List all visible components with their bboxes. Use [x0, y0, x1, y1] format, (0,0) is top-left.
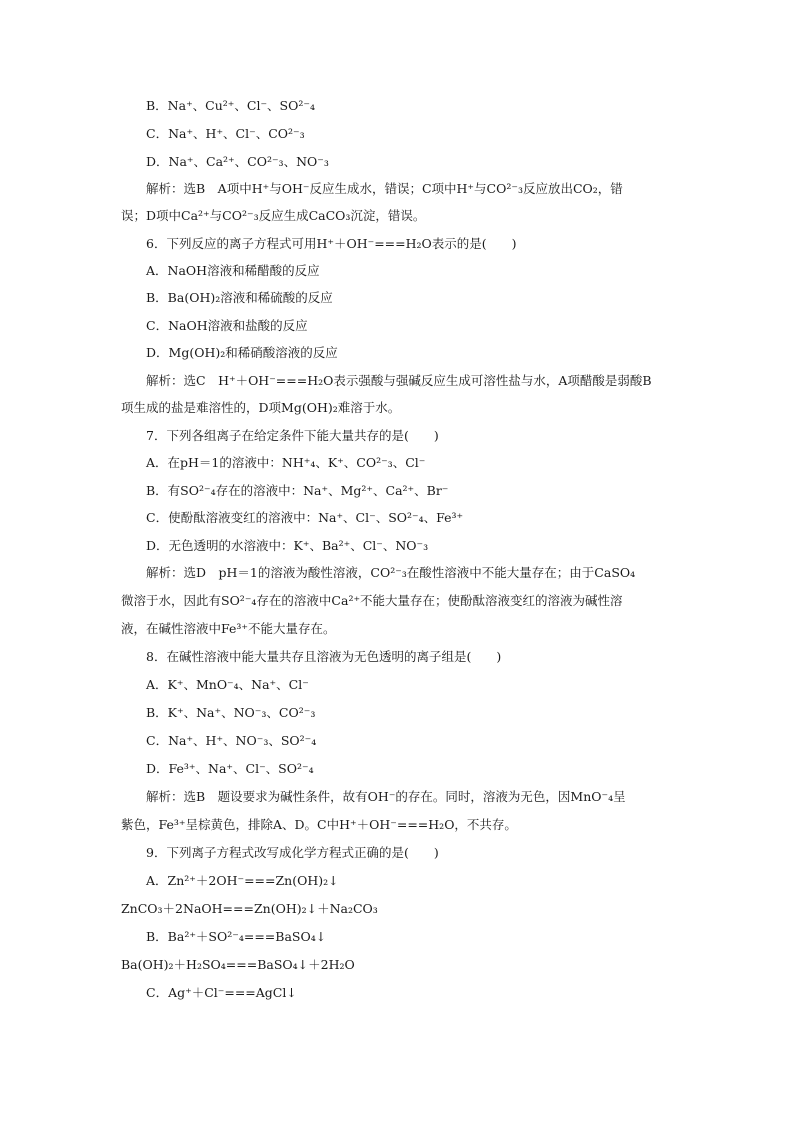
analysis-line: 解析：选B 题设要求为碱性条件，故有OH⁻的存在。同时，溶液为无色，因MnO⁻₄呈 [146, 789, 626, 804]
equation-line: ZnCO₃＋2NaOH===Zn(OH)₂↓＋Na₂CO₃ [121, 901, 378, 916]
option-line: A．NaOH溶液和稀醋酸的反应 [146, 263, 320, 278]
option-line: C．NaOH溶液和盐酸的反应 [146, 318, 308, 333]
option-line: A．K⁺、MnO⁻₄、Na⁺、Cl⁻ [146, 677, 309, 692]
option-line: A．Zn²⁺＋2OH⁻===Zn(OH)₂↓ [146, 873, 339, 888]
analysis-line: 解析：选B A项中H⁺与OH⁻反应生成水，错误；C项中H⁺与CO²⁻₃反应放出CO₂，错 [146, 181, 623, 196]
option-line: B．K⁺、Na⁺、NO⁻₃、CO²⁻₃ [146, 705, 316, 720]
option-line: D．Na⁺、Ca²⁺、CO²⁻₃、NO⁻₃ [146, 154, 329, 169]
option-line: D．Mg(OH)₂和稀硝酸溶液的反应 [146, 345, 338, 360]
analysis-line: 解析：选D pH＝1的溶液为酸性溶液，CO²⁻₃在酸性溶液中不能大量存在；由于CaSO₄ [146, 565, 636, 580]
analysis-continuation: 项生成的盐是难溶性的，D项Mg(OH)₂难溶于水。 [121, 400, 401, 415]
option-line: D．Fe³⁺、Na⁺、Cl⁻、SO²⁻₄ [146, 761, 314, 776]
option-line: C．Na⁺、H⁺、NO⁻₃、SO²⁻₄ [146, 733, 317, 748]
option-line: C．Na⁺、H⁺、Cl⁻、CO²⁻₃ [146, 126, 305, 141]
analysis-continuation: 误；D项中Ca²⁺与CO²⁻₃反应生成CaCO₃沉淀，错误。 [121, 208, 426, 223]
option-line: D．无色透明的水溶液中：K⁺、Ba²⁺、Cl⁻、NO⁻₃ [146, 538, 429, 553]
analysis-continuation: 微溶于水，因此有SO²⁻₄存在的溶液中Ca²⁺不能大量存在；使酚酞溶液变红的溶液为碱性溶 [121, 593, 623, 608]
question-9-stem: 9．下列离子方程式改写成化学方程式正确的是( ) [146, 845, 439, 860]
analysis-line: 解析：选C H⁺＋OH⁻===H₂O表示强酸与强碱反应生成可溶性盐与水，A项醋酸是弱酸B [146, 373, 652, 388]
analysis-continuation: 液，在碱性溶液中Fe³⁺不能大量存在。 [121, 621, 336, 636]
question-7-stem: 7．下列各组离子在给定条件下能大量共存的是( ) [146, 428, 439, 443]
option-line: A．在pH＝1的溶液中：NH⁺₄、K⁺、CO²⁻₃、Cl⁻ [146, 455, 426, 470]
option-line: C．使酚酞溶液变红的溶液中：Na⁺、Cl⁻、SO²⁻₄、Fe³⁺ [146, 510, 464, 525]
question-8-stem: 8．在碱性溶液中能大量共存且溶液为无色透明的离子组是( ) [146, 649, 502, 664]
option-line: C．Ag⁺＋Cl⁻===AgCl↓ [146, 985, 297, 1000]
option-line: B．Ba(OH)₂溶液和稀硫酸的反应 [146, 290, 333, 305]
question-6-stem: 6．下列反应的离子方程式可用H⁺＋OH⁻===H₂O表示的是( ) [146, 236, 517, 251]
option-line: B．Na⁺、Cu²⁺、Cl⁻、SO²⁻₄ [146, 98, 315, 113]
equation-line: Ba(OH)₂＋H₂SO₄===BaSO₄↓＋2H₂O [121, 957, 355, 972]
option-line: B．Ba²⁺＋SO²⁻₄===BaSO₄↓ [146, 929, 327, 944]
option-line: B．有SO²⁻₄存在的溶液中：Na⁺、Mg²⁺、Ca²⁺、Br⁻ [146, 483, 449, 498]
analysis-continuation: 紫色，Fe³⁺呈棕黄色，排除A、D。C中H⁺＋OH⁻===H₂O，不共存。 [121, 817, 517, 832]
